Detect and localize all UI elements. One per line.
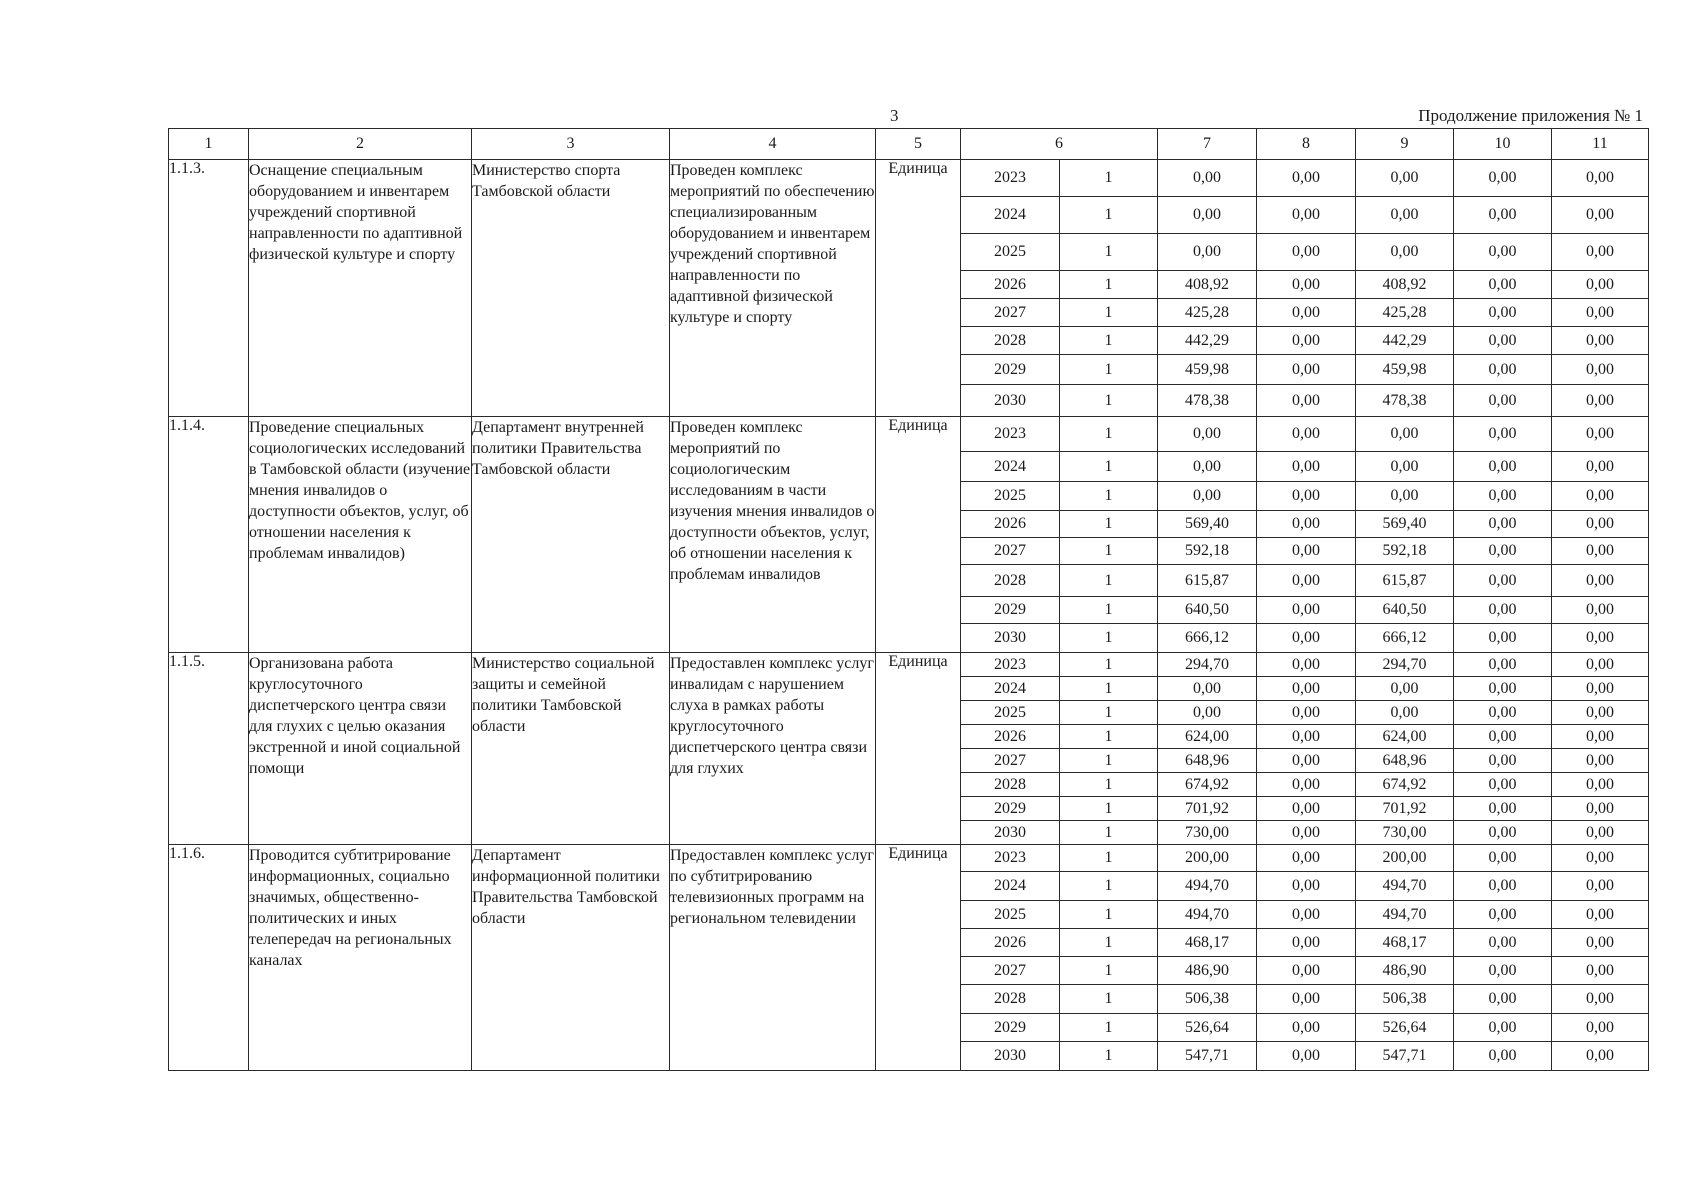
column-header: 3 [472,129,670,160]
value-cell-8: 0,00 [1257,701,1356,725]
value-cell-7: 0,00 [1158,197,1257,234]
item-responsible: Департамент информационной политики Правительства Тамбовской области [472,845,670,1071]
value-cell-9: 674,92 [1356,773,1454,797]
quantity-cell: 1 [1060,872,1158,901]
value-cell-8: 0,00 [1257,957,1356,985]
quantity-cell: 1 [1060,327,1158,355]
value-cell-8: 0,00 [1257,299,1356,327]
value-cell-10: 0,00 [1454,624,1552,653]
item-number: 1.1.5. [169,653,249,845]
value-cell-7: 0,00 [1158,160,1257,197]
value-cell-8: 0,00 [1257,327,1356,355]
year-cell: 2023 [961,417,1060,452]
value-cell-7: 666,12 [1158,624,1257,653]
value-cell-10: 0,00 [1454,749,1552,773]
value-cell-8: 0,00 [1257,985,1356,1014]
value-cell-9: 701,92 [1356,797,1454,821]
value-cell-7: 640,50 [1158,597,1257,624]
value-cell-11: 0,00 [1552,565,1649,597]
value-cell-9: 442,29 [1356,327,1454,355]
value-cell-11: 0,00 [1552,385,1649,417]
value-cell-10: 0,00 [1454,385,1552,417]
year-cell: 2026 [961,271,1060,299]
year-cell: 2028 [961,565,1060,597]
table-row [169,845,1649,872]
value-cell-10: 0,00 [1454,901,1552,929]
value-cell-9: 0,00 [1356,234,1454,271]
value-cell-7: 0,00 [1158,452,1257,482]
value-cell-10: 0,00 [1454,677,1552,701]
value-cell-10: 0,00 [1454,197,1552,234]
value-cell-7: 468,17 [1158,929,1257,957]
value-cell-8: 0,00 [1257,624,1356,653]
value-cell-11: 0,00 [1552,299,1649,327]
table-row [169,160,1649,197]
year-cell: 2030 [961,1042,1060,1071]
value-cell-10: 0,00 [1454,845,1552,872]
value-cell-8: 0,00 [1257,197,1356,234]
quantity-cell: 1 [1060,901,1158,929]
year-cell: 2030 [961,385,1060,417]
quantity-cell: 1 [1060,624,1158,653]
value-cell-9: 569,40 [1356,511,1454,538]
year-cell: 2026 [961,511,1060,538]
value-cell-8: 0,00 [1257,845,1356,872]
value-cell-10: 0,00 [1454,872,1552,901]
column-header: 5 [876,129,961,160]
value-cell-10: 0,00 [1454,773,1552,797]
value-cell-10: 0,00 [1454,957,1552,985]
value-cell-8: 0,00 [1257,1042,1356,1071]
value-cell-10: 0,00 [1454,271,1552,299]
year-cell: 2025 [961,701,1060,725]
value-cell-11: 0,00 [1552,538,1649,565]
quantity-cell: 1 [1060,511,1158,538]
value-cell-11: 0,00 [1552,929,1649,957]
value-cell-8: 0,00 [1257,725,1356,749]
year-cell: 2025 [961,234,1060,271]
value-cell-9: 494,70 [1356,872,1454,901]
value-cell-11: 0,00 [1552,1014,1649,1042]
year-cell: 2030 [961,821,1060,845]
value-cell-8: 0,00 [1257,653,1356,677]
value-cell-10: 0,00 [1454,653,1552,677]
year-cell: 2028 [961,773,1060,797]
value-cell-9: 0,00 [1356,160,1454,197]
year-cell: 2024 [961,197,1060,234]
page-number: 3 [890,106,899,125]
year-cell: 2030 [961,624,1060,653]
quantity-cell: 1 [1060,749,1158,773]
quantity-cell: 1 [1060,677,1158,701]
year-cell: 2023 [961,845,1060,872]
value-cell-8: 0,00 [1257,511,1356,538]
value-cell-10: 0,00 [1454,160,1552,197]
quantity-cell: 1 [1060,597,1158,624]
table-row [169,417,1649,452]
column-header: 6 [961,129,1158,160]
value-cell-9: 0,00 [1356,452,1454,482]
value-cell-7: 442,29 [1158,327,1257,355]
value-cell-10: 0,00 [1454,299,1552,327]
value-cell-7: 701,92 [1158,797,1257,821]
column-header: 8 [1257,129,1356,160]
item-responsible: Департамент внутренней политики Правительства Тамбовской области [472,417,670,653]
value-cell-7: 624,00 [1158,725,1257,749]
year-cell: 2028 [961,327,1060,355]
value-cell-7: 547,71 [1158,1042,1257,1071]
value-cell-7: 0,00 [1158,482,1257,511]
value-cell-11: 0,00 [1552,653,1649,677]
value-cell-9: 459,98 [1356,355,1454,385]
year-cell: 2023 [961,160,1060,197]
value-cell-8: 0,00 [1257,355,1356,385]
value-cell-7: 674,92 [1158,773,1257,797]
item-name: Оснащение специальным оборудованием и инвентарем учреждений спортивной направленности по адаптивной физической культуре и спорту [249,160,472,417]
item-name: Организована работа круглосуточного диспетчерского центра связи для глухих с целью оказания экстренной и иной социальной помощи [249,653,472,845]
year-cell: 2023 [961,653,1060,677]
value-cell-8: 0,00 [1257,482,1356,511]
value-cell-10: 0,00 [1454,417,1552,452]
value-cell-11: 0,00 [1552,271,1649,299]
value-cell-9: 494,70 [1356,901,1454,929]
item-number: 1.1.4. [169,417,249,653]
value-cell-9: 0,00 [1356,701,1454,725]
year-cell: 2027 [961,299,1060,327]
quantity-cell: 1 [1060,701,1158,725]
quantity-cell: 1 [1060,482,1158,511]
value-cell-7: 0,00 [1158,234,1257,271]
value-cell-9: 526,64 [1356,1014,1454,1042]
item-number: 1.1.6. [169,845,249,1071]
year-cell: 2024 [961,452,1060,482]
value-cell-10: 0,00 [1454,725,1552,749]
column-header: 2 [249,129,472,160]
value-cell-11: 0,00 [1552,624,1649,653]
value-cell-10: 0,00 [1454,797,1552,821]
value-cell-8: 0,00 [1257,234,1356,271]
item-unit: Единица [876,653,961,845]
item-name: Проведение специальных социологических исследований в Тамбовской области (изучение мнения инвалидов о доступности объектов, услуг, об отношении населения к проблемам инвалидов) [249,417,472,653]
item-unit: Единица [876,845,961,1071]
value-cell-9: 547,71 [1356,1042,1454,1071]
value-cell-9: 200,00 [1356,845,1454,872]
value-cell-10: 0,00 [1454,511,1552,538]
value-cell-9: 592,18 [1356,538,1454,565]
item-result: Проведен комплекс мероприятий по социологическим исследованиям в части изучения мнения инвалидов о доступности объектов, услуг, об отношении населения к проблемам инвалидов [670,417,876,653]
value-cell-8: 0,00 [1257,385,1356,417]
quantity-cell: 1 [1060,160,1158,197]
column-header: 1 [169,129,249,160]
value-cell-7: 494,70 [1158,901,1257,929]
value-cell-8: 0,00 [1257,452,1356,482]
value-cell-9: 624,00 [1356,725,1454,749]
value-cell-11: 0,00 [1552,355,1649,385]
value-cell-11: 0,00 [1552,701,1649,725]
value-cell-9: 408,92 [1356,271,1454,299]
value-cell-8: 0,00 [1257,160,1356,197]
value-cell-7: 478,38 [1158,385,1257,417]
value-cell-8: 0,00 [1257,797,1356,821]
value-cell-8: 0,00 [1257,901,1356,929]
value-cell-9: 468,17 [1356,929,1454,957]
column-header: 7 [1158,129,1257,160]
quantity-cell: 1 [1060,565,1158,597]
value-cell-11: 0,00 [1552,452,1649,482]
value-cell-8: 0,00 [1257,872,1356,901]
quantity-cell: 1 [1060,653,1158,677]
value-cell-7: 459,98 [1158,355,1257,385]
column-header: 11 [1552,129,1649,160]
item-unit: Единица [876,160,961,417]
quantity-cell: 1 [1060,929,1158,957]
value-cell-11: 0,00 [1552,482,1649,511]
value-cell-10: 0,00 [1454,701,1552,725]
value-cell-10: 0,00 [1454,452,1552,482]
value-cell-7: 526,64 [1158,1014,1257,1042]
value-cell-11: 0,00 [1552,985,1649,1014]
value-cell-9: 666,12 [1356,624,1454,653]
value-cell-11: 0,00 [1552,597,1649,624]
value-cell-11: 0,00 [1552,797,1649,821]
value-cell-9: 486,90 [1356,957,1454,985]
value-cell-9: 0,00 [1356,677,1454,701]
quantity-cell: 1 [1060,821,1158,845]
quantity-cell: 1 [1060,234,1158,271]
value-cell-8: 0,00 [1257,271,1356,299]
value-cell-7: 0,00 [1158,677,1257,701]
column-number-row [169,129,1649,160]
value-cell-11: 0,00 [1552,511,1649,538]
year-cell: 2029 [961,797,1060,821]
column-header: 9 [1356,129,1454,160]
value-cell-7: 730,00 [1158,821,1257,845]
value-cell-7: 569,40 [1158,511,1257,538]
value-cell-11: 0,00 [1552,957,1649,985]
appendix-note: Продолжение приложения № 1 [1418,106,1643,125]
column-header: 4 [670,129,876,160]
value-cell-10: 0,00 [1454,482,1552,511]
value-cell-9: 0,00 [1356,197,1454,234]
year-cell: 2025 [961,901,1060,929]
value-cell-9: 425,28 [1356,299,1454,327]
quantity-cell: 1 [1060,452,1158,482]
year-cell: 2028 [961,985,1060,1014]
quantity-cell: 1 [1060,957,1158,985]
item-result: Предоставлен комплекс услуг по субтитрированию телевизионных программ на региональном телевидении [670,845,876,1071]
value-cell-11: 0,00 [1552,872,1649,901]
value-cell-10: 0,00 [1454,565,1552,597]
value-cell-7: 615,87 [1158,565,1257,597]
value-cell-8: 0,00 [1257,821,1356,845]
value-cell-10: 0,00 [1454,1042,1552,1071]
value-cell-7: 200,00 [1158,845,1257,872]
value-cell-10: 0,00 [1454,821,1552,845]
item-responsible: Министерство социальной защиты и семейной политики Тамбовской области [472,653,670,845]
quantity-cell: 1 [1060,797,1158,821]
quantity-cell: 1 [1060,355,1158,385]
year-cell: 2029 [961,355,1060,385]
program-table [168,128,1649,1071]
quantity-cell: 1 [1060,417,1158,452]
value-cell-11: 0,00 [1552,1042,1649,1071]
quantity-cell: 1 [1060,538,1158,565]
quantity-cell: 1 [1060,1042,1158,1071]
value-cell-9: 294,70 [1356,653,1454,677]
quantity-cell: 1 [1060,845,1158,872]
value-cell-10: 0,00 [1454,355,1552,385]
item-responsible: Министерство спорта Тамбовской области [472,160,670,417]
year-cell: 2029 [961,1014,1060,1042]
value-cell-11: 0,00 [1552,160,1649,197]
table-row [169,653,1649,677]
value-cell-7: 0,00 [1158,701,1257,725]
value-cell-8: 0,00 [1257,749,1356,773]
year-cell: 2027 [961,538,1060,565]
quantity-cell: 1 [1060,385,1158,417]
value-cell-7: 506,38 [1158,985,1257,1014]
quantity-cell: 1 [1060,1014,1158,1042]
quantity-cell: 1 [1060,773,1158,797]
value-cell-9: 730,00 [1356,821,1454,845]
item-result: Предоставлен комплекс услуг инвалидам с нарушением слуха в рамках работы круглосуточного диспетчерского центра связи для глухих [670,653,876,845]
value-cell-7: 0,00 [1158,417,1257,452]
value-cell-8: 0,00 [1257,929,1356,957]
item-unit: Единица [876,417,961,653]
value-cell-11: 0,00 [1552,197,1649,234]
value-cell-10: 0,00 [1454,538,1552,565]
value-cell-10: 0,00 [1454,1014,1552,1042]
value-cell-7: 425,28 [1158,299,1257,327]
value-cell-11: 0,00 [1552,773,1649,797]
year-cell: 2027 [961,957,1060,985]
value-cell-10: 0,00 [1454,327,1552,355]
value-cell-7: 648,96 [1158,749,1257,773]
column-header: 10 [1454,129,1552,160]
value-cell-10: 0,00 [1454,597,1552,624]
value-cell-8: 0,00 [1257,677,1356,701]
year-cell: 2029 [961,597,1060,624]
value-cell-8: 0,00 [1257,538,1356,565]
value-cell-8: 0,00 [1257,773,1356,797]
year-cell: 2027 [961,749,1060,773]
year-cell: 2026 [961,725,1060,749]
value-cell-11: 0,00 [1552,725,1649,749]
value-cell-7: 592,18 [1158,538,1257,565]
quantity-cell: 1 [1060,271,1158,299]
value-cell-9: 615,87 [1356,565,1454,597]
value-cell-7: 408,92 [1158,271,1257,299]
value-cell-11: 0,00 [1552,677,1649,701]
value-cell-9: 648,96 [1356,749,1454,773]
value-cell-7: 486,90 [1158,957,1257,985]
quantity-cell: 1 [1060,197,1158,234]
value-cell-9: 0,00 [1356,417,1454,452]
value-cell-9: 0,00 [1356,482,1454,511]
year-cell: 2024 [961,872,1060,901]
value-cell-8: 0,00 [1257,565,1356,597]
year-cell: 2025 [961,482,1060,511]
item-result: Проведен комплекс мероприятий по обеспечению специализированным оборудованием и инвентарем учреждений спортивной направленности по адаптивной физической культуре и спорту [670,160,876,417]
quantity-cell: 1 [1060,725,1158,749]
value-cell-9: 640,50 [1356,597,1454,624]
value-cell-11: 0,00 [1552,749,1649,773]
value-cell-7: 494,70 [1158,872,1257,901]
item-name: Проводится субтитрирование информационных, социально значимых, общественно-политических и иных телепередач на региональных каналах [249,845,472,1071]
quantity-cell: 1 [1060,299,1158,327]
value-cell-11: 0,00 [1552,327,1649,355]
value-cell-7: 294,70 [1158,653,1257,677]
value-cell-11: 0,00 [1552,234,1649,271]
value-cell-10: 0,00 [1454,234,1552,271]
value-cell-8: 0,00 [1257,597,1356,624]
value-cell-11: 0,00 [1552,821,1649,845]
value-cell-8: 0,00 [1257,1014,1356,1042]
value-cell-8: 0,00 [1257,417,1356,452]
value-cell-10: 0,00 [1454,929,1552,957]
value-cell-11: 0,00 [1552,417,1649,452]
quantity-cell: 1 [1060,985,1158,1014]
year-cell: 2026 [961,929,1060,957]
item-number: 1.1.3. [169,160,249,417]
value-cell-9: 506,38 [1356,985,1454,1014]
value-cell-11: 0,00 [1552,901,1649,929]
value-cell-11: 0,00 [1552,845,1649,872]
value-cell-9: 478,38 [1356,385,1454,417]
year-cell: 2024 [961,677,1060,701]
value-cell-10: 0,00 [1454,985,1552,1014]
table-body [169,160,1649,1071]
